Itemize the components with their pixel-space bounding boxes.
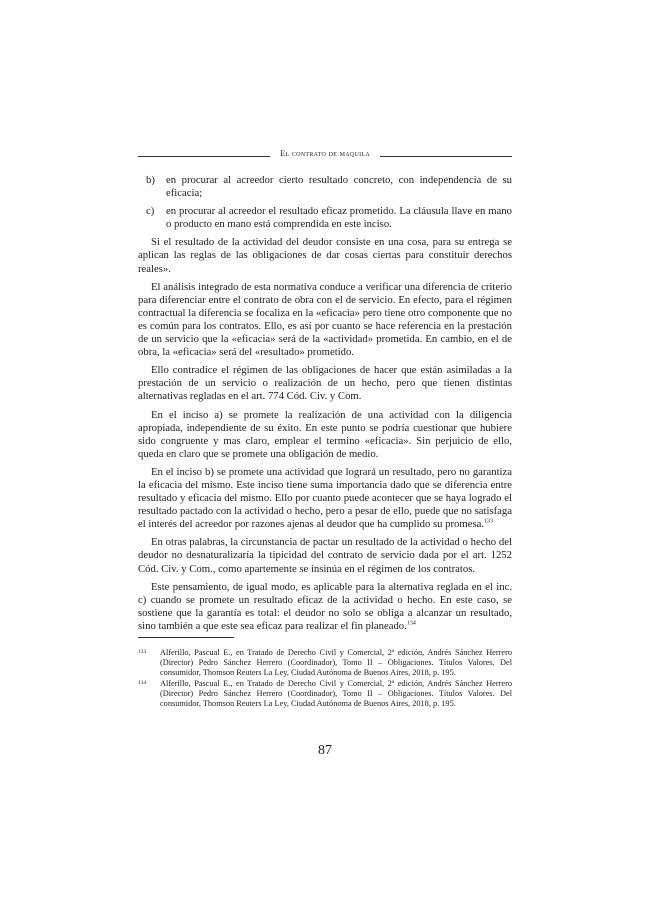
paragraph (138, 364, 512, 403)
paragraph (138, 236, 512, 275)
paragraph (138, 409, 512, 461)
running-header (138, 148, 512, 164)
paragraph-text: Si el resultado de la actividad del deudor consiste en una cosa, para su entrega se aplican las reglas de las obligaciones de dar cosas ciertas para constituir derechos reales». (138, 236, 512, 275)
footnote-number: 134 (138, 679, 147, 686)
paragraph-text: En el inciso a) se promete la realización de una actividad con la diligencia apropiada, independiente de su éxito. En este punto se podría cuestionar que hubiere sido congruente y mas claro, emplear el termino «eficacia». Sin perjuicio de ello, queda en claro que se promete una obligación de medio. (138, 408, 512, 460)
footnote-ref[interactable]: 133 (484, 518, 494, 525)
list-item-text: en procurar al acreedor el resultado eficaz prometido. La cláusula llave en mano o producto en mano está comprendida en este inciso. (166, 205, 512, 231)
paragraph (138, 581, 512, 633)
footnote-separator (138, 637, 234, 638)
list-item (146, 174, 512, 200)
footnote-text: Alferillo, Pascual E., en Tratado de Derecho Civil y Comercial, 2ª edición, Andrés Sánchez Herrero (Director) Pedro Sánchez Herrero (Coordinador), Tomo II – Obligaciones. Títulos Valores. Del consumidor, Thomson Reuters La Ley, Ciudad Autónoma de Buenos Aires, 2018, p. 195. (160, 648, 512, 678)
paragraph (138, 536, 512, 575)
paragraph-text: En otras palabras, la circunstancia de pactar un resultado de la actividad o hecho del deudor no desnaturalizaría la tipicidad del contrato de servicio dada por el art. 1252 Cód. Civ. y Com., como apartemente se insinúa en el régimen de los contratos. (138, 536, 512, 575)
list-marker: c) (146, 205, 155, 218)
running-title: El contrato de maquila (279, 148, 371, 158)
list-marker: b) (146, 174, 155, 186)
footnote-text: Alferillo, Pascual E., en Tratado de Derecho Civil y Comercial, 2ª edición, Andrés Sánchez Herrero (Director) Pedro Sánchez Herrero (Coordinador), Tomo II – Obligaciones. Títulos Valores. Del consumidor, Thomson Reuters La Ley, Ciudad Autónoma de Buenos Aires, 2018, p. 195. (160, 678, 512, 709)
footnote-ref[interactable]: 134 (406, 620, 416, 627)
paragraph (138, 466, 512, 531)
paragraph-text: Ello contradice el régimen de las obligaciones de hacer que están asimiladas a la prestación de un servicio o realización de un hecho, pero que tienen distintas alternativas regladas en el art. 774 Cód. Civ. y Com. (138, 364, 512, 403)
footnotes (138, 637, 512, 709)
header-rule-right (380, 156, 512, 157)
list-item-text: en procurar al acreedor cierto resultado concreto, con independencia de su eficacia; (166, 174, 512, 200)
footnote (138, 648, 512, 679)
list-item (146, 205, 512, 231)
paragraph-text: En el inciso b) se promete una actividad que logrará un resultado, pero no garantiza la eficacia del mismo. Este inciso tiene suma importancia dado que se diferencia entre resultado y eficacia del mismo. Ello por cuanto puede acontecer que se haya logrado el resultado pactado con la actividad o hecho, pero a pesar de ello, puede que no satisfaga el interés del acreedor por razones ajenas al deudor que ha cumplido su promesa. (138, 465, 512, 531)
footnote-number: 133 (138, 649, 147, 655)
paragraph-text: El análisis integrado de esta normativa conduce a verificar una diferencia de criterio para diferenciar entre el contrato de obra con el de servicio. En efecto, para el régimen contractual la diferencia se focaliza en la «eficacia» pero tiene otro componente que no es común para los contratos. Ello, es así por cuanto se hace referencia en la prestación de un servicio que la «eficacia» será de la «actividad» prometida. En cambio, en el de obra, la «eficacia» será del «resultado» prometido. (138, 280, 512, 359)
footnote (138, 679, 512, 710)
page-number: 87 (318, 743, 332, 758)
main-text (138, 174, 512, 638)
paragraph-text: Este pensamiento, de igual modo, es aplicable para la alternativa reglada en el inc. c) cuando se promete un resultado eficaz de la actividad o hecho. En este caso, se sostiene que la garantía es total: el deudor no solo se obliga a alcanzar un resultado, sino también a que este sea eficaz para realizar el fin planeado. (138, 580, 512, 632)
paragraph (138, 281, 512, 360)
